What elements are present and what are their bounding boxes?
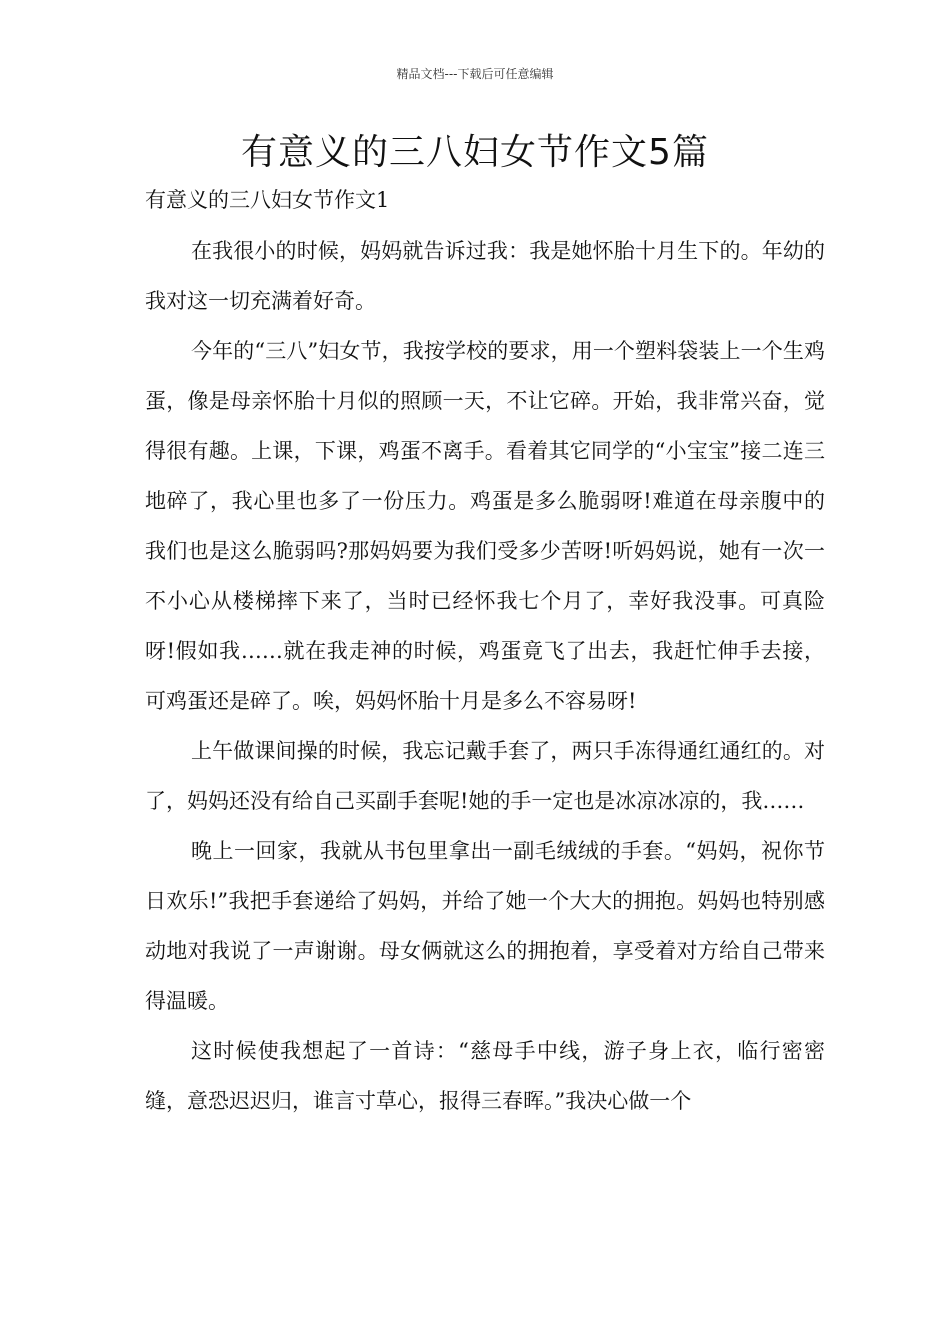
paragraph-4: 晚上一回家，我就从书包里拿出一副毛绒绒的手套。“妈妈，祝你节日欢乐!”我把手套递给了妈妈，并给了她一个大大的拥抱。妈妈也特别感动地对我说了一声谢谢。母女俩就这么的拥抱着，享受着对方给自己带来得温暖。 (145, 839, 825, 1013)
body-text (145, 226, 825, 1126)
paragraph-5: 这时候使我想起了一首诗：“慈母手中线，游子身上衣，临行密密缝，意恐迟迟归，谁言寸草心，报得三春晖。”我决心做一个 (145, 1039, 825, 1113)
document-title: 有意义的三八妇女节作文5篇 (241, 132, 709, 173)
paragraph-3: 上午做课间操的时候，我忘记戴手套了，两只手冻得通红通红的。对了，妈妈还没有给自己买副手套呢!她的手一定也是冰凉冰凉的，我…… (145, 739, 825, 813)
paragraph-1: 在我很小的时候，妈妈就告诉过我：我是她怀胎十月生下的。年幼的我对这一切充满着好奇。 (145, 239, 825, 313)
header-note: 精品文档---下载后可任意编辑 (396, 67, 554, 81)
paragraph-2: 今年的“三八”妇女节，我按学校的要求，用一个塑料袋装上一个生鸡蛋，像是母亲怀胎十月似的照顾一天，不让它碎。开始，我非常兴奋，觉得很有趣。上课，下课，鸡蛋不离手。看着其它同学的“小宝宝”接二连三地碎了，我心里也多了一份压力。鸡蛋是多么脆弱呀!难道在母亲腹中的我们也是这么脆弱吗?那妈妈要为我们受多少苦呀!听妈妈说，她有一次一不小心从楼梯摔下来了，当时已经怀我七个月了，幸好我没事。可真险呀!假如我……就在我走神的时候，鸡蛋竟飞了出去，我赶忙伸手去接，可鸡蛋还是碎了。唉，妈妈怀胎十月是多么不容易呀! (145, 339, 825, 713)
section-heading: 有意义的三八妇女节作文1 (145, 188, 390, 212)
